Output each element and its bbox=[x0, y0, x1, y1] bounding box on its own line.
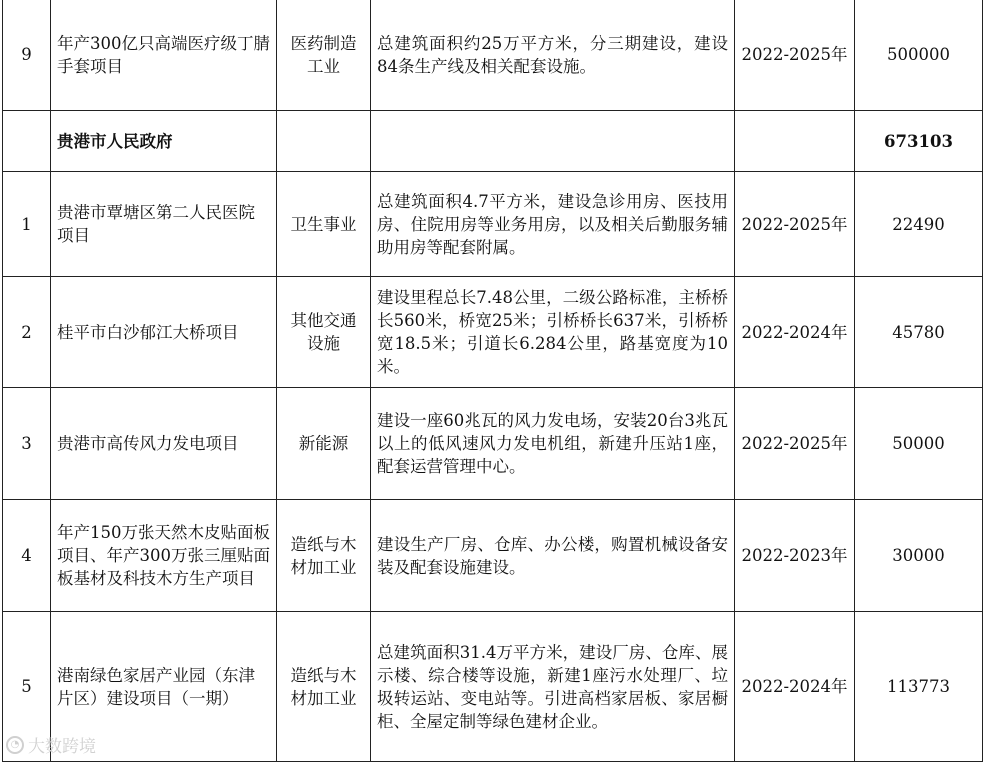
project-name: 年产300亿只高端医疗级丁腈手套项目 bbox=[51, 0, 277, 111]
industry: 其他交通设施 bbox=[277, 277, 371, 388]
construction-content: 建设生产厂房、仓库、办公楼，购置机械设备安装及配套设施建设。 bbox=[371, 500, 735, 612]
construction-period: 2022-2025年 bbox=[735, 0, 855, 111]
construction-period: 2022-2024年 bbox=[735, 612, 855, 762]
row-number: 4 bbox=[3, 500, 51, 612]
investment-amount: 500000 bbox=[855, 0, 983, 111]
watermark bbox=[6, 732, 96, 757]
investment-amount: 45780 bbox=[855, 277, 983, 388]
group-total: 673103 bbox=[855, 111, 983, 172]
project-table bbox=[2, 0, 983, 762]
table-row bbox=[3, 612, 983, 762]
construction-content: 建设里程总长7.48公里，二级公路标准，主桥桥长560米，桥宽25米；引桥桥长637米，引桥桥宽18.5米；引道长6.284公里，路基宽度为10米。 bbox=[371, 277, 735, 388]
row-number: 9 bbox=[3, 0, 51, 111]
table-row bbox=[3, 277, 983, 388]
row-number: 2 bbox=[3, 277, 51, 388]
investment-amount: 30000 bbox=[855, 500, 983, 612]
investment-amount: 50000 bbox=[855, 388, 983, 500]
project-name: 贵港市覃塘区第二人民医院项目 bbox=[51, 172, 277, 277]
construction-period: 2022-2025年 bbox=[735, 172, 855, 277]
row-number: 5 bbox=[3, 612, 51, 762]
project-name: 桂平市白沙郁江大桥项目 bbox=[51, 277, 277, 388]
project-name: 港南绿色家居产业园（东津片区）建设项目（一期） bbox=[51, 612, 277, 762]
investment-amount: 22490 bbox=[855, 172, 983, 277]
construction-content: 总建筑面积约25万平方米，分三期建设，建设84条生产线及相关配套设施。 bbox=[371, 0, 735, 111]
construction-period: 2022-2024年 bbox=[735, 277, 855, 388]
investment-amount: 113773 bbox=[855, 612, 983, 762]
watermark-logo-icon: ◔ bbox=[6, 736, 24, 754]
group-row bbox=[3, 111, 983, 172]
group-name: 贵港市人民政府 bbox=[51, 111, 277, 172]
table-row bbox=[3, 0, 983, 111]
table-row bbox=[3, 500, 983, 612]
project-name: 年产150万张天然木皮贴面板项目、年产300万张三厘贴面板基材及科技木方生产项目 bbox=[51, 500, 277, 612]
table-row bbox=[3, 388, 983, 500]
table-row bbox=[3, 172, 983, 277]
construction-period: 2022-2023年 bbox=[735, 500, 855, 612]
industry: 造纸与木材加工业 bbox=[277, 500, 371, 612]
construction-content: 总建筑面积4.7平方米，建设急诊用房、医技用房、住院用房等业务用房，以及相关后勤服务辅助用房等配套附属。 bbox=[371, 172, 735, 277]
industry: 卫生事业 bbox=[277, 172, 371, 277]
row-number: 3 bbox=[3, 388, 51, 500]
construction-content: 总建筑面积31.4万平方米，建设厂房、仓库、展示楼、综合楼等设施，新建1座污水处理厂、垃圾转运站、变电站等。引进高档家居板、家居橱柜、全屋定制等绿色建材企业。 bbox=[371, 612, 735, 762]
row-number: 1 bbox=[3, 172, 51, 277]
industry: 新能源 bbox=[277, 388, 371, 500]
industry: 造纸与木材加工业 bbox=[277, 612, 371, 762]
industry: 医药制造工业 bbox=[277, 0, 371, 111]
watermark-text: 大数跨境 bbox=[28, 737, 96, 757]
construction-period: 2022-2025年 bbox=[735, 388, 855, 500]
project-name: 贵港市高传风力发电项目 bbox=[51, 388, 277, 500]
construction-content: 建设一座60兆瓦的风力发电场，安装20台3兆瓦以上的低风速风力发电机组，新建升压站1座，配套运营管理中心。 bbox=[371, 388, 735, 500]
